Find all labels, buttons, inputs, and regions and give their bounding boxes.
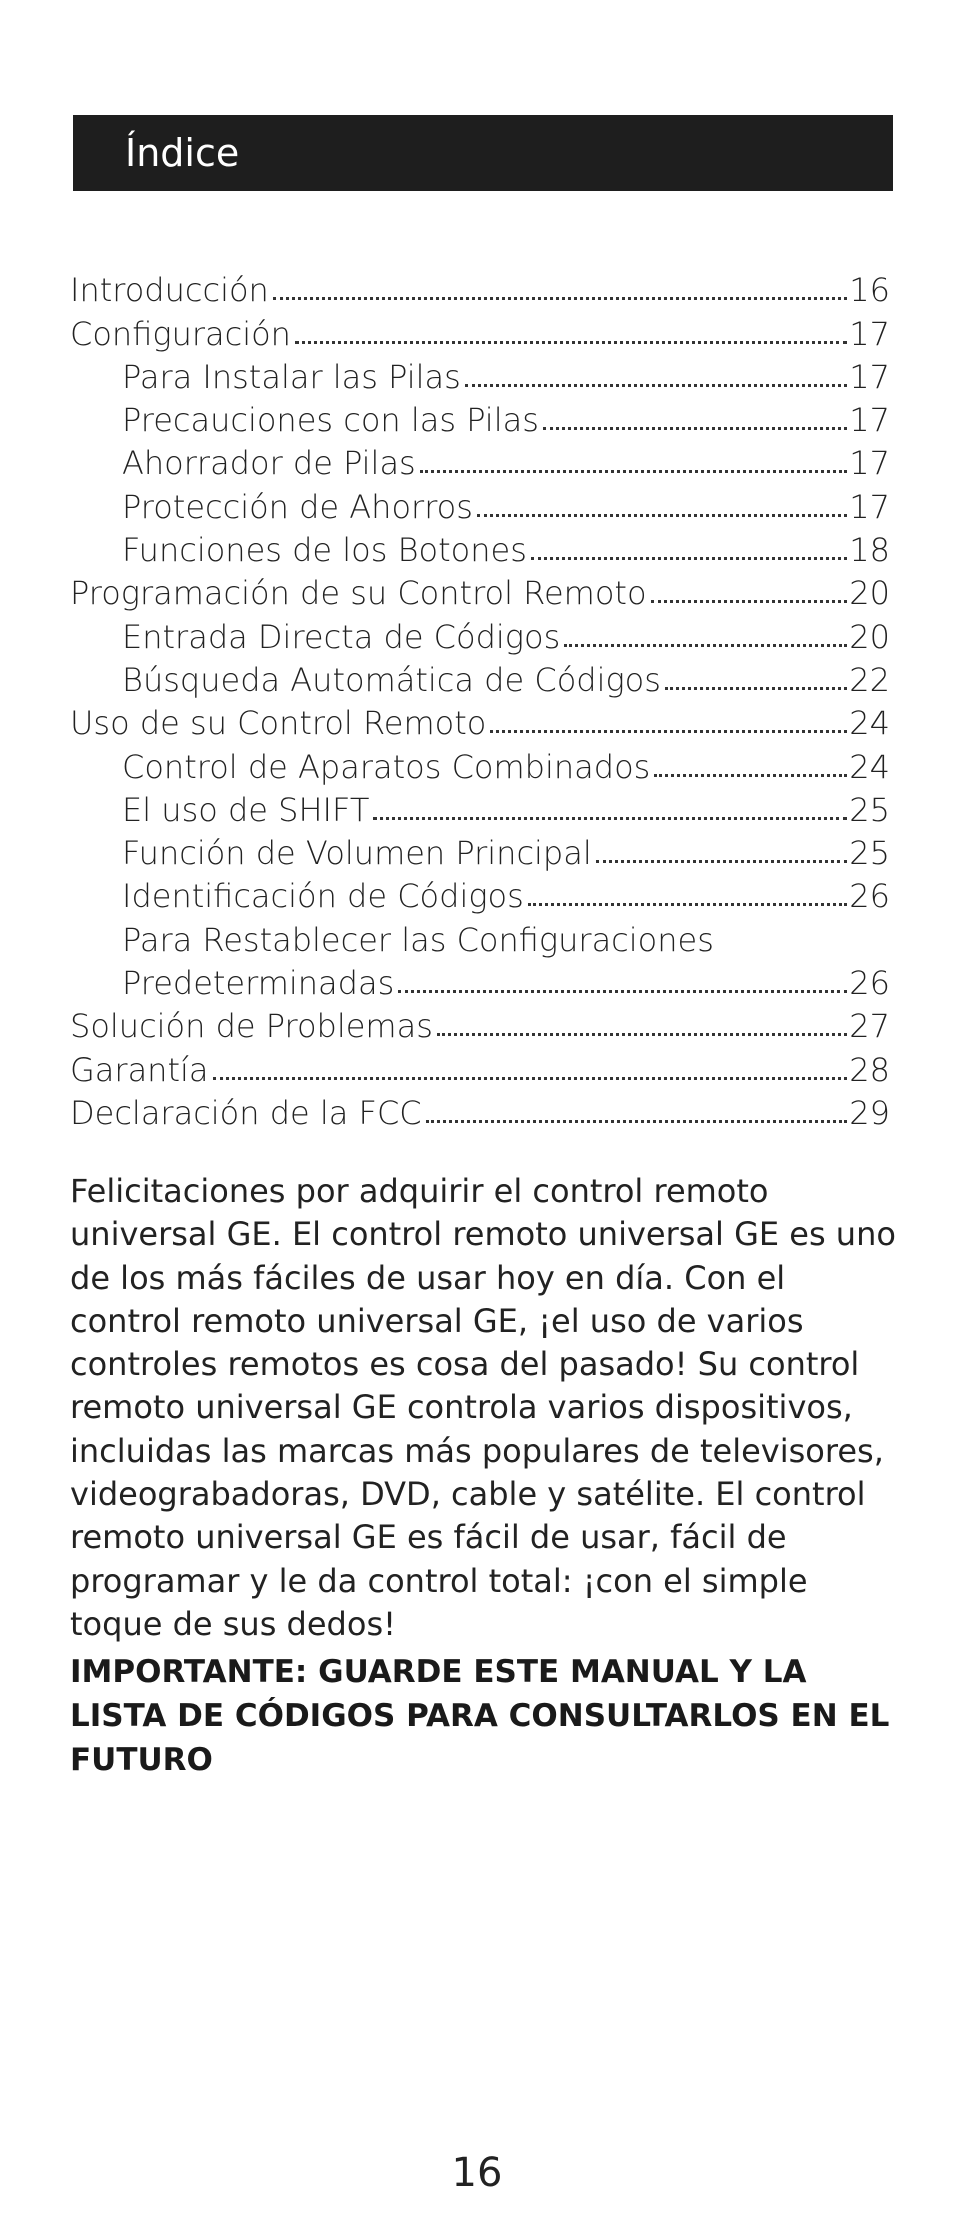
toc-entry-title: Introducción — [70, 271, 269, 310]
toc-leader-dots — [373, 817, 847, 820]
toc-entry-page: 22 — [849, 660, 890, 699]
toc-entry-page: 17 — [849, 401, 890, 440]
toc-leader-dots — [437, 1033, 847, 1036]
toc-leader-dots — [295, 341, 847, 344]
toc-entry-ahorrador-pilas[interactable] — [70, 439, 890, 482]
toc-entry-uso-shift[interactable] — [70, 786, 890, 829]
section-title: Índice — [125, 131, 240, 175]
toc-leader-dots — [665, 687, 847, 690]
important-notice: IMPORTANTE: GUARDE ESTE MANUAL Y LA LISTA DE CÓDIGOS PARA CONSULTARLOS EN EL FUTURO — [70, 1654, 890, 1778]
toc-entry-busqueda-automatica[interactable] — [70, 656, 890, 699]
toc-entry-title: Declaración de la FCC — [70, 1093, 422, 1132]
toc-leader-dots — [477, 514, 847, 517]
toc-entry-page: 16 — [849, 271, 890, 310]
toc-entry-title: Para Instalar las Pilas — [122, 357, 461, 396]
toc-entry-restablecer-configuraciones[interactable] — [70, 915, 890, 958]
toc-entry-title: Uso de su Control Remoto — [70, 704, 487, 743]
toc-entry-title: Garantía — [70, 1050, 209, 1089]
toc-entry-garantia[interactable] — [70, 1045, 890, 1088]
toc-leader-dots — [398, 990, 847, 993]
toc-entry-precauciones-pilas[interactable] — [70, 396, 890, 439]
toc-entry-proteccion-ahorros[interactable] — [70, 482, 890, 525]
toc-entry-identificacion-codigos[interactable] — [70, 872, 890, 915]
toc-entry-declaracion-fcc[interactable] — [70, 1089, 890, 1132]
toc-entry-page: 26 — [849, 877, 890, 916]
toc-entry-title: Función de Volumen Principal — [122, 834, 592, 873]
toc-leader-dots — [273, 297, 847, 300]
toc-leader-dots — [426, 1120, 848, 1123]
toc-entry-title: Búsqueda Automática de Códigos — [122, 660, 661, 699]
toc-entry-page: 29 — [849, 1093, 890, 1132]
toc-entry-title: Predeterminadas — [122, 964, 395, 1003]
toc-entry-page: 27 — [849, 1007, 890, 1046]
toc-entry-solucion-problemas[interactable] — [70, 1002, 890, 1045]
toc-leader-dots — [596, 860, 848, 863]
section-header-bar — [73, 115, 893, 191]
toc-entry-title: Identificación de Códigos — [122, 877, 524, 916]
toc-entry-title: Funciones de los Botones — [122, 531, 527, 570]
toc-entry-title: Para Restablecer las Configuraciones — [122, 920, 714, 959]
toc-entry-title: Ahorrador de Pilas — [122, 444, 416, 483]
toc-entry-title: Control de Aparatos Combinados — [122, 747, 651, 786]
toc-leader-dots — [490, 730, 847, 733]
toc-entry-page: 17 — [849, 357, 890, 396]
toc-entry-title: Protección de Ahorros — [122, 487, 473, 526]
toc-entry-predeterminadas[interactable] — [70, 959, 890, 1002]
toc-entry-title: Solución de Problemas — [70, 1007, 433, 1046]
toc-entry-page: 26 — [849, 964, 890, 1003]
toc-entry-page: 20 — [849, 574, 890, 613]
toc-entry-page: 20 — [849, 617, 890, 656]
intro-paragraph: Felicitaciones por adquirir el control remoto universal GE. El control remoto universal GE es uno de los más fáciles de usar hoy en día. Con el control remoto universal GE, ¡el uso de varios controles remotos es cosa del pasado! Su control remoto universal GE controla varios dispositivos, incluidas las marcas más populares de televisores, videograbadoras, DVD, cable y satélite. El control remoto universal GE es fácil de usar, fácil de programar y le da control total: ¡con el simple toque de sus dedos! — [70, 1172, 896, 1643]
toc-entry-page: 18 — [849, 531, 890, 570]
toc-entry-title: Programación de su Control Remoto — [70, 574, 647, 613]
toc-entry-title: El uso de SHIFT — [122, 790, 370, 829]
toc-leader-dots — [564, 644, 847, 647]
toc-entry-page: 17 — [849, 487, 890, 526]
toc-leader-dots — [465, 384, 848, 387]
page-number: 16 — [451, 2150, 503, 2196]
toc-leader-dots — [528, 903, 848, 906]
toc-entry-page: 24 — [849, 704, 890, 743]
toc-leader-dots — [420, 470, 848, 473]
toc-entry-title: Configuración — [70, 314, 291, 353]
toc-entry-page: 25 — [849, 834, 890, 873]
toc-entry-title: Entrada Directa de Códigos — [122, 617, 561, 656]
toc-entry-page: 17 — [849, 444, 890, 483]
toc-entry-entrada-directa[interactable] — [70, 612, 890, 655]
toc-entry-funciones-botones[interactable] — [70, 526, 890, 569]
table-of-contents — [70, 266, 890, 1132]
toc-entry-programacion[interactable] — [70, 569, 890, 612]
toc-leader-dots — [213, 1077, 848, 1080]
toc-leader-dots — [651, 600, 848, 603]
toc-leader-dots — [543, 427, 847, 430]
toc-entry-page: 28 — [849, 1050, 890, 1089]
toc-leader-dots — [531, 557, 847, 560]
toc-entry-aparatos-combinados[interactable] — [70, 742, 890, 785]
toc-entry-configuracion[interactable] — [70, 309, 890, 352]
toc-entry-uso-control[interactable] — [70, 699, 890, 742]
toc-entry-page: 25 — [849, 790, 890, 829]
toc-entry-title: Precauciones con las Pilas — [122, 401, 539, 440]
toc-entry-instalar-pilas[interactable] — [70, 353, 890, 396]
toc-entry-introduccion[interactable] — [70, 266, 890, 309]
toc-leader-dots — [654, 774, 847, 777]
toc-entry-page: 17 — [849, 314, 890, 353]
toc-entry-page: 24 — [849, 747, 890, 786]
toc-entry-volumen-principal[interactable] — [70, 829, 890, 872]
